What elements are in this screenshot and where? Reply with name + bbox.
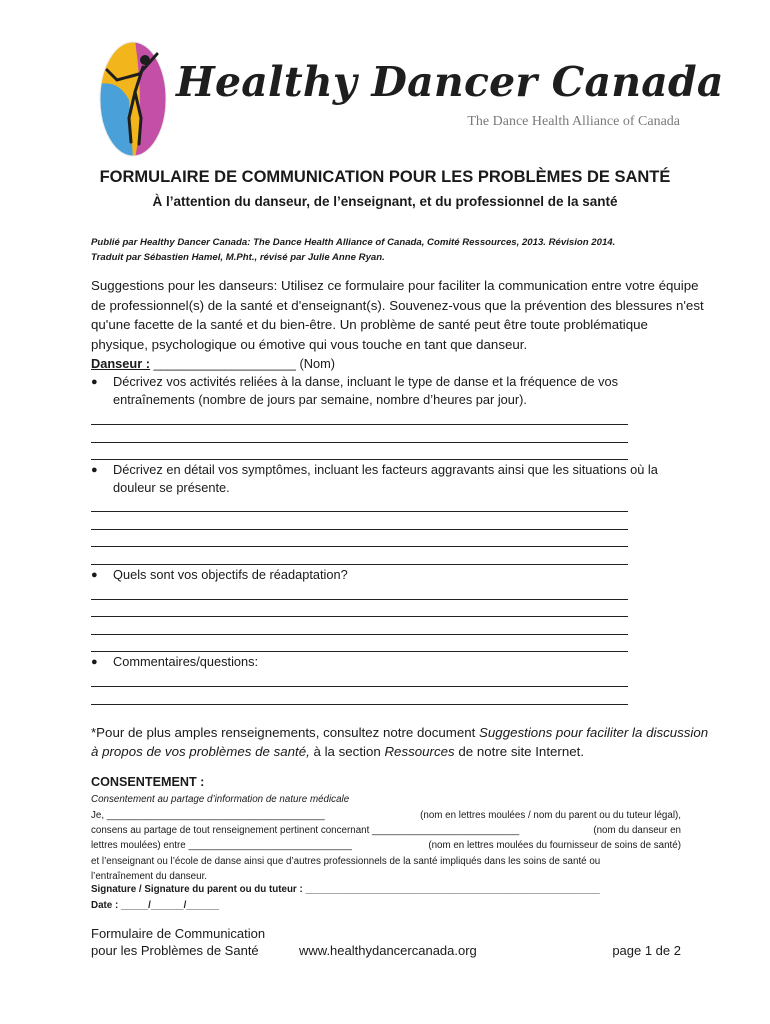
publication-line: Publié par Healthy Dancer Canada: The Dance Health Alliance of Canada, Comité Ressources, 2013. Révision 2014. bbox=[91, 237, 616, 248]
answer-line[interactable] bbox=[91, 704, 628, 705]
document-title-link-cont: à propos de vos problèmes de santé, bbox=[91, 744, 310, 759]
footer-page-number: page 1 de 2 bbox=[612, 943, 681, 958]
brand-subtitle: The Dance Health Alliance of Canada bbox=[467, 114, 680, 129]
answer-line[interactable] bbox=[91, 616, 628, 617]
dancer-label: Danseur : bbox=[91, 356, 151, 371]
question-comments bbox=[91, 653, 671, 671]
consent-body bbox=[91, 808, 681, 884]
consent-subheading: Consentement au partage d’information de nature médicale bbox=[91, 794, 350, 805]
question-line: Décrivez vos activités reliées à la danse, incluant le type de danse et la fréquence de vos bbox=[113, 374, 619, 389]
signature-block bbox=[91, 882, 600, 913]
consent-text: et l’enseignant ou l’école de danse ainsi que d’autres professionnels de la santé impliqués dans les soins de santé ou bbox=[91, 855, 601, 867]
footer-form-name: pour les Problèmes de Santé bbox=[91, 943, 259, 958]
consent-name-field[interactable]: Je, ________________________________________ bbox=[91, 810, 325, 821]
consent-text: (nom du danseur en bbox=[593, 825, 681, 837]
intro-line: Suggestions pour les danseurs: Utilisez ce formulaire pour faciliter la communication entre votre équipe bbox=[91, 278, 699, 293]
question-symptoms bbox=[91, 461, 671, 497]
question-line: Décrivez en détail vos symptômes, incluant les facteurs aggravants ainsi que les situations où la bbox=[113, 462, 658, 477]
more-info-text: *Pour de plus amples renseignements, consultez notre document bbox=[91, 725, 480, 740]
document-title-link: Suggestions pour faciliter la discussion bbox=[479, 725, 709, 740]
answer-line[interactable] bbox=[91, 511, 628, 512]
answer-line[interactable] bbox=[91, 442, 628, 443]
answer-line[interactable] bbox=[91, 651, 628, 652]
question-line: entraînements (nombre de jours par semaine, nombre d’heures par jour). bbox=[113, 392, 527, 407]
dancer-name-blank[interactable]: ____________________ bbox=[150, 356, 300, 371]
brand-title: Healthy Dancer Canada bbox=[176, 58, 724, 106]
answer-line[interactable] bbox=[91, 634, 628, 635]
answer-line[interactable] bbox=[91, 529, 628, 530]
consent-text: (nom en lettres moulées / nom du parent ou du tuteur légal), bbox=[420, 810, 681, 821]
answer-line[interactable] bbox=[91, 599, 628, 600]
bullet-icon: ● bbox=[91, 376, 98, 388]
answer-line[interactable] bbox=[91, 459, 628, 460]
bullet-icon: ● bbox=[91, 464, 98, 476]
intro-paragraph bbox=[91, 276, 704, 354]
question-line: Quels sont vos objectifs de réadaptation? bbox=[113, 567, 348, 582]
answer-line[interactable] bbox=[91, 564, 628, 565]
consent-heading: CONSENTEMENT : bbox=[91, 775, 205, 789]
more-info-text: à la section bbox=[309, 744, 385, 759]
date-field[interactable]: Date : _____/______/______ bbox=[91, 899, 220, 911]
publication-note bbox=[91, 235, 691, 265]
intro-line: physique, psychologique ou émotive qui vous touche en tant que danseur. bbox=[91, 336, 528, 352]
intro-line: de professionnel(s) de la santé et d'enseignant(s). Souvenez-vous que la prévention des blessures n'est bbox=[91, 297, 704, 313]
footer-form-name: Formulaire de Communication bbox=[91, 926, 266, 941]
resources-section-name: Ressources bbox=[384, 744, 455, 759]
question-line: Commentaires/questions: bbox=[113, 654, 259, 669]
dancer-name-field[interactable] bbox=[91, 356, 335, 371]
intro-line: qu'une facette de la santé et du bien-être. Un problème de santé peut être toute problématique bbox=[91, 317, 648, 332]
answer-line[interactable] bbox=[91, 686, 628, 687]
consent-dancer-field[interactable]: consens au partage de tout renseignement pertinent concernant ___________________________ bbox=[91, 825, 520, 837]
consent-text: l’entraînement du danseur. bbox=[91, 870, 208, 882]
footer-website-link[interactable]: www.healthydancercanada.org bbox=[299, 943, 477, 958]
more-info-note bbox=[91, 723, 709, 761]
healthy-dancer-logo bbox=[99, 40, 167, 158]
form-subtitle: À l’attention du danseur, de l’enseignant, et du professionnel de la santé bbox=[152, 194, 618, 209]
answer-line[interactable] bbox=[91, 424, 628, 425]
question-activities bbox=[91, 373, 671, 409]
form-title: FORMULAIRE DE COMMUNICATION POUR LES PROBLÈMES DE SANTÉ bbox=[99, 168, 671, 186]
dancer-name-suffix: (Nom) bbox=[299, 356, 336, 371]
page-footer bbox=[91, 925, 681, 959]
signature-field[interactable]: Signature / Signature du parent ou du tuteur : ______________________________________________________ bbox=[91, 884, 600, 895]
answer-line[interactable] bbox=[91, 546, 628, 547]
question-line: douleur se présente. bbox=[113, 480, 230, 495]
question-goals bbox=[91, 566, 671, 584]
consent-provider-field[interactable]: lettres moulées) entre ______________________________ bbox=[91, 840, 352, 852]
bullet-icon: ● bbox=[91, 656, 98, 668]
bullet-icon: ● bbox=[91, 569, 98, 581]
consent-text: (nom en lettres moulées du fournisseur de soins de santé) bbox=[428, 840, 681, 852]
more-info-text: de notre site Internet. bbox=[454, 744, 585, 759]
translation-line: Traduit par Sébastien Hamel, M.Pht., révisé par Julie Anne Ryan. bbox=[91, 252, 385, 263]
